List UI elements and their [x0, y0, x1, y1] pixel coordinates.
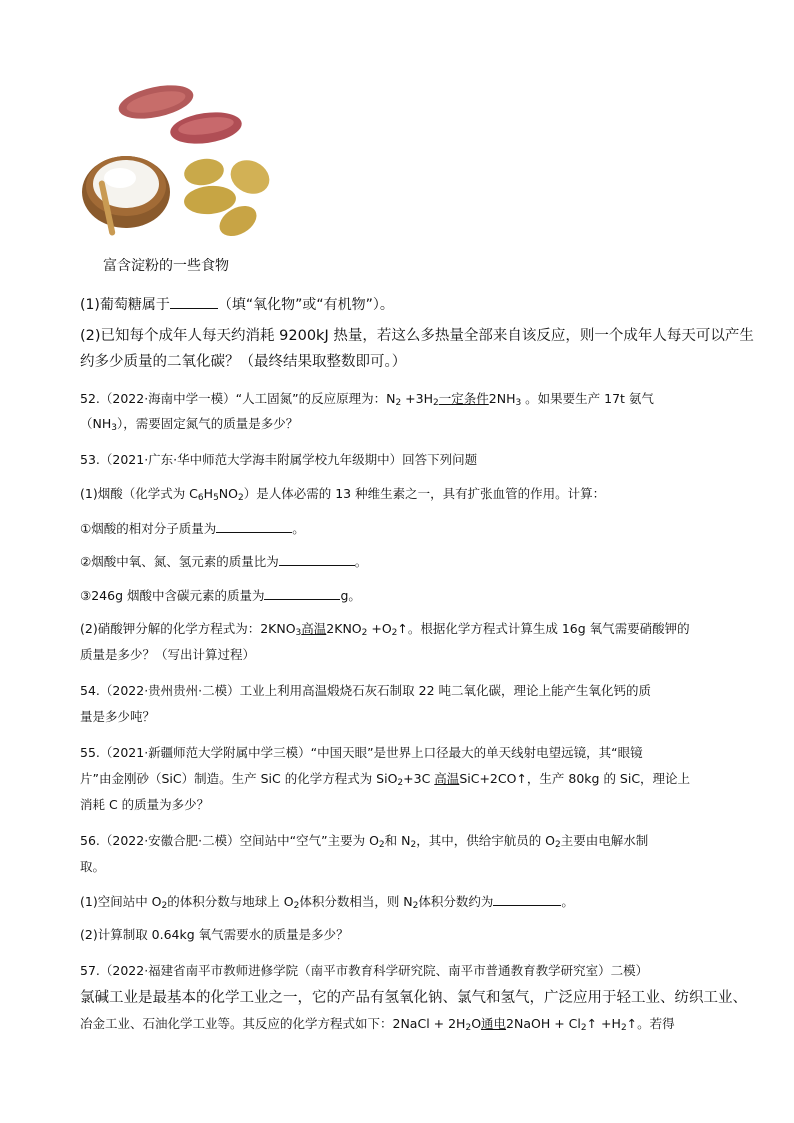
q53-part2-line1: (2)硝酸钾分解的化学方程式为：$2KNO_3$高温$2KNO_2$ $+O_2↑$。根据化学方程式计算生成 16g 氧气需要硝酸钾的	[80, 621, 690, 638]
q53-item3: ③246g 烟酸中含碳元素的质量为 g。	[80, 585, 361, 606]
q51-part2-line1: (2)已知每个成年人每天约消耗 9200kJ 热量，若这么多热量全部来自该反应，则一个成年人每天可以产生	[80, 328, 754, 344]
q53-item2: ②烟酸中氧、氮、氢元素的质量比为 。	[80, 551, 367, 572]
q57-line3: 冶金工业、石油化学工业等。其反应的化学方程式如下：2NaCl + $2H_2O$通电2NaOH + $Cl_2↑$ $+H_2↑$。若得	[80, 1016, 675, 1033]
q56-part2: (2)计算制取 0.64kg 氧气需要水的质量是多少？	[80, 927, 349, 942]
answer-blank[interactable]	[216, 518, 292, 533]
q55-line1: 55.（2021·新疆师范大学附属中学三模）“中国天眼”是世界上口径最大的单天线射电望远镜，其“眼镜	[80, 745, 643, 760]
q54-line2: 量是多少吨？	[80, 709, 156, 724]
q52-line2: $(NH_3)$，需要固定氮气的质量是多少？	[80, 416, 299, 433]
q56-line2: 取。	[80, 859, 106, 874]
q53-item1: ①烟酸的相对分子质量为 。	[80, 518, 305, 539]
q51-part1: (1)葡萄糖属于 （填“氧化物”或“有机物”）。	[80, 294, 394, 315]
answer-blank[interactable]	[279, 551, 355, 566]
answer-blank[interactable]	[170, 294, 218, 309]
potato-icon	[182, 154, 275, 242]
flour-bowl-icon	[82, 156, 170, 236]
q53-heading: 53.（2021·广东·华中师范大学海丰附属学校九年级期中）回答下列问题	[80, 452, 478, 467]
starch-foods-image	[78, 80, 278, 250]
q55-line2: 片”由金刚砂（SiC）制造。生产 SiC 的化学方程式为 SiO$_2$+3C 高温SiC+2CO↑，生产 80kg 的 SiC，理论上	[80, 771, 691, 788]
q55-line3: 消耗 C 的质量为多少？	[80, 797, 210, 812]
q53-part2-line2: 质量是多少？（写出计算过程）	[80, 647, 256, 662]
q51-part2-line2: 约多少质量的二氧化碳？（最终结果取整数即可。）	[80, 354, 407, 370]
figure-caption: 富含淀粉的一些食物	[103, 258, 229, 274]
q52-line1: 52.（2022·海南中学一模）“人工固氮”的反应原理为：$N_2 +3H_2$一定条件$2NH_3$ 。如果要生产 17t 氨气	[80, 391, 654, 408]
q53-part1: (1)烟酸（化学式为 $C_6H_5NO_2$）是人体必需的 13 种维生素之一，具有扩张血管的作用。计算：	[80, 486, 606, 503]
q57-line2: 氯碱工业是最基本的化学工业之一，它的产品有氢氧化钠、氯气和氢气，广泛应用于轻工业、纺织工业、	[80, 990, 747, 1006]
q54-line1: 54.（2022·贵州贵州·二模）工业上利用高温煅烧石灰石制取 22 吨二氧化碳，理论上能产生氧化钙的质	[80, 683, 651, 698]
answer-blank[interactable]	[264, 585, 340, 600]
q56-line1: 56.（2022·安徽合肥·二模）空间站中“空气”主要为 $O_2$和 $N_2$，其中，供给宇航员的 $O_2$主要由电解水制	[80, 833, 649, 850]
q56-part1: (1)空间站中 $O_2$的体积分数与地球上 $O_2$体积分数相当，则 $N_2$体积分数约为 。	[80, 891, 574, 916]
q57-line1: 57.（2022·福建省南平市教师进修学院（南平市教育科学研究院、南平市普通教育教学研究室）二模）	[80, 963, 649, 978]
sweet-potato-icon	[116, 80, 244, 148]
answer-blank[interactable]	[493, 891, 561, 906]
